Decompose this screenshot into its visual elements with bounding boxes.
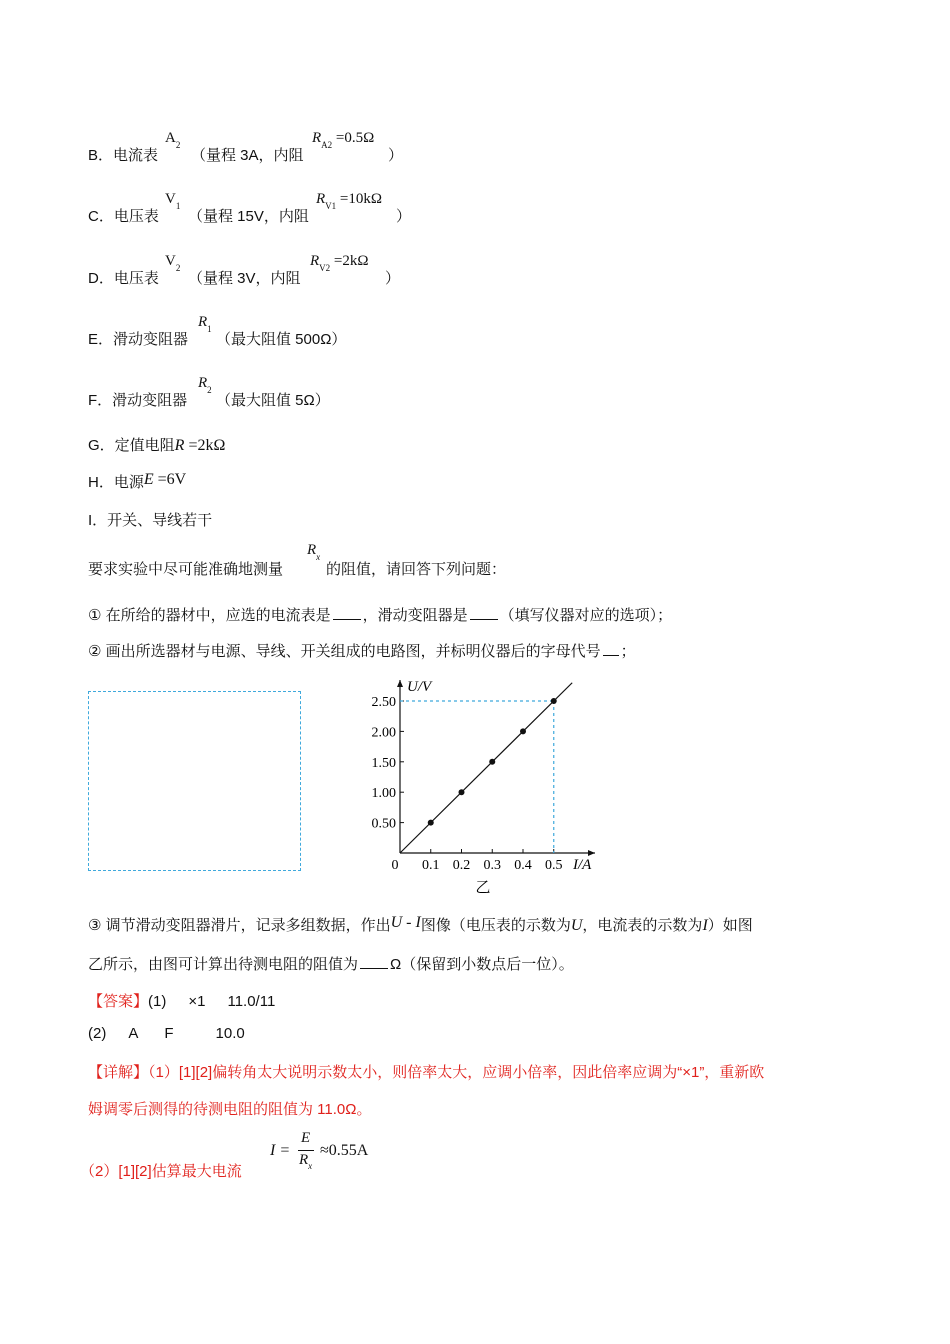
q3-text-d: ）如图 <box>707 917 753 934</box>
intro-text-pre: 要求实验中尽可能准确地测量 <box>88 561 284 578</box>
q2-blank[interactable] <box>603 643 619 656</box>
x-tick-label: 0.2 <box>452 858 471 873</box>
q1-blank-rheostat[interactable] <box>470 607 498 620</box>
option-g-value: R =2kΩ <box>174 437 226 454</box>
circuit-drawing-box[interactable] <box>88 691 301 871</box>
option-c-label: C．电压表 <box>88 208 159 225</box>
q3-u: U <box>570 917 583 934</box>
y-axis-arrow <box>397 680 403 687</box>
option-g-label: G．定值电阻 <box>88 437 175 454</box>
question-1 <box>88 604 672 625</box>
formula-rhs: ≈0.55A <box>320 1142 369 1159</box>
q1-text-c: （填写仪器对应的选项）； <box>499 607 673 624</box>
q2-text: ② 画出所选器材与电源、导线、开关组成的电路图，并标明仪器后的字母代号 <box>88 643 601 660</box>
detail-line-1 <box>88 1061 764 1082</box>
x-axis-label: I/A <box>573 857 592 873</box>
question-3-line2 <box>88 953 574 974</box>
option-c-close: ） <box>396 208 412 225</box>
option-e-label: E．滑动变阻器 <box>88 331 189 348</box>
data-point <box>459 789 465 795</box>
option-d-resistance: $R_{V2} =2k\Omega$ <box>310 253 369 273</box>
q3-i: I <box>702 917 708 934</box>
option-c-resistance: $R_{V1} =10k\Omega$ <box>316 191 383 211</box>
q3-text-a: ③ 调节滑动变阻器滑片，记录多组数据，作出 <box>88 917 391 934</box>
option-d-spec: （量程 3V，内阻 <box>188 270 301 287</box>
answer-1-a: ×1 <box>188 993 206 1010</box>
q3-ui: U - I <box>390 914 421 931</box>
y-tick-label: 2.50 <box>371 695 396 710</box>
formula-lhs: I = <box>270 1142 291 1159</box>
option-b-label: B．电流表 <box>88 147 159 164</box>
intro-symbol: $R_x$ <box>307 542 321 562</box>
q1-text-a: ① 在所给的器材中，应选的电流表是 <box>88 607 331 624</box>
y-tick-label: 1.00 <box>371 786 396 802</box>
y-tick-label: 1.50 <box>371 755 396 771</box>
answer-2-c: 10.0 <box>215 1025 245 1042</box>
option-c-spec: （量程 15V，内阻 <box>188 208 309 225</box>
fit-line <box>400 683 572 853</box>
x-tick-label: 0.5 <box>545 858 563 873</box>
formula-numerator: E <box>301 1130 311 1146</box>
option-f-symbol: $R_2$ <box>198 375 212 395</box>
option-b-resistance: $R_{A2} =0.5\Omega$ <box>312 130 375 150</box>
formula-bar <box>298 1150 314 1151</box>
formula-denominator: $R_x$ <box>299 1152 313 1171</box>
x-tick-label: 0.1 <box>422 858 440 873</box>
option-b-spec: （量程 3A，内阻 <box>191 147 304 164</box>
answer-line-1 <box>88 990 275 1011</box>
answer-tag: 【答案】 <box>88 993 149 1010</box>
answer-2-num: (2) <box>88 1025 107 1042</box>
x-tick-label: 0.4 <box>514 858 532 873</box>
detail-tag: 【详解】 <box>88 1064 149 1081</box>
q1-blank-ammeter[interactable] <box>333 607 361 620</box>
option-b-close: ） <box>388 147 404 164</box>
q2-end: ； <box>620 643 636 660</box>
option-g <box>88 434 225 455</box>
x-axis-arrow <box>588 850 595 856</box>
data-point <box>428 820 434 826</box>
x-tick-label: 0.3 <box>483 858 501 873</box>
question-2 <box>88 640 636 661</box>
ui-graph <box>371 672 620 897</box>
detail-p1: （1）[1][2]偏转角太大说明示数太小，则倍率太大，应调小倍率，因此倍率应调为“×1”，重新欧 <box>148 1064 765 1081</box>
data-point <box>551 698 557 704</box>
data-point <box>520 728 526 734</box>
option-b-symbol: $A_2$ <box>165 130 181 150</box>
y-tick-label: 0.50 <box>371 816 396 832</box>
answer-1-b: 11.0/11 <box>227 993 276 1010</box>
option-e-symbol: $R_1$ <box>198 314 212 334</box>
option-f-label: F．滑动变阻器 <box>88 392 188 409</box>
x-tick-label: 0 <box>391 858 399 873</box>
option-h-label: H．电源 <box>88 474 144 491</box>
q3-blank-resistance[interactable] <box>360 956 388 969</box>
answer-1-num: (1) <box>148 993 167 1010</box>
option-e-spec: （最大阻值 500Ω） <box>216 331 347 348</box>
y-axis-label: U/V <box>407 679 432 695</box>
data-point <box>489 759 495 765</box>
detail-p3: （2）[1][2]估算最大电流 <box>80 1163 242 1180</box>
q3-text-b: 图像（电压表的示数为 <box>420 917 571 934</box>
current-formula <box>270 1130 390 1180</box>
q3-text-c: ，电流表的示数为 <box>582 917 703 934</box>
option-c-symbol: $V_1$ <box>165 191 181 211</box>
option-d-label: D．电压表 <box>88 270 159 287</box>
answer-2-a: A <box>128 1025 139 1042</box>
option-f-spec: （最大阻值 5Ω） <box>216 392 330 409</box>
answer-2-b: F <box>164 1025 174 1042</box>
option-h-value: E =6V <box>143 471 187 488</box>
question-3-line1 <box>88 914 753 935</box>
option-h <box>88 471 186 492</box>
option-d-symbol: $V_2$ <box>165 253 181 273</box>
q3-line2-b: Ω（保留到小数点后一位）。 <box>390 956 574 973</box>
detail-line-2: 姆调零后测得的待测电阻的阻值为 11.0Ω。 <box>88 1101 372 1118</box>
option-d-close: ） <box>385 270 401 287</box>
q1-text-b: ，滑动变阻器是 <box>362 607 468 624</box>
y-tick-label: 2.00 <box>371 725 396 741</box>
answer-line-2 <box>88 1025 245 1042</box>
q3-line2-a: 乙所示，由图可计算出待测电阻的阻值为 <box>88 956 359 973</box>
option-i: I．开关、导线若干 <box>88 512 213 529</box>
intro-text-post: 的阻值，请回答下列问题： <box>326 561 507 578</box>
chart-caption: 乙 <box>475 880 491 896</box>
